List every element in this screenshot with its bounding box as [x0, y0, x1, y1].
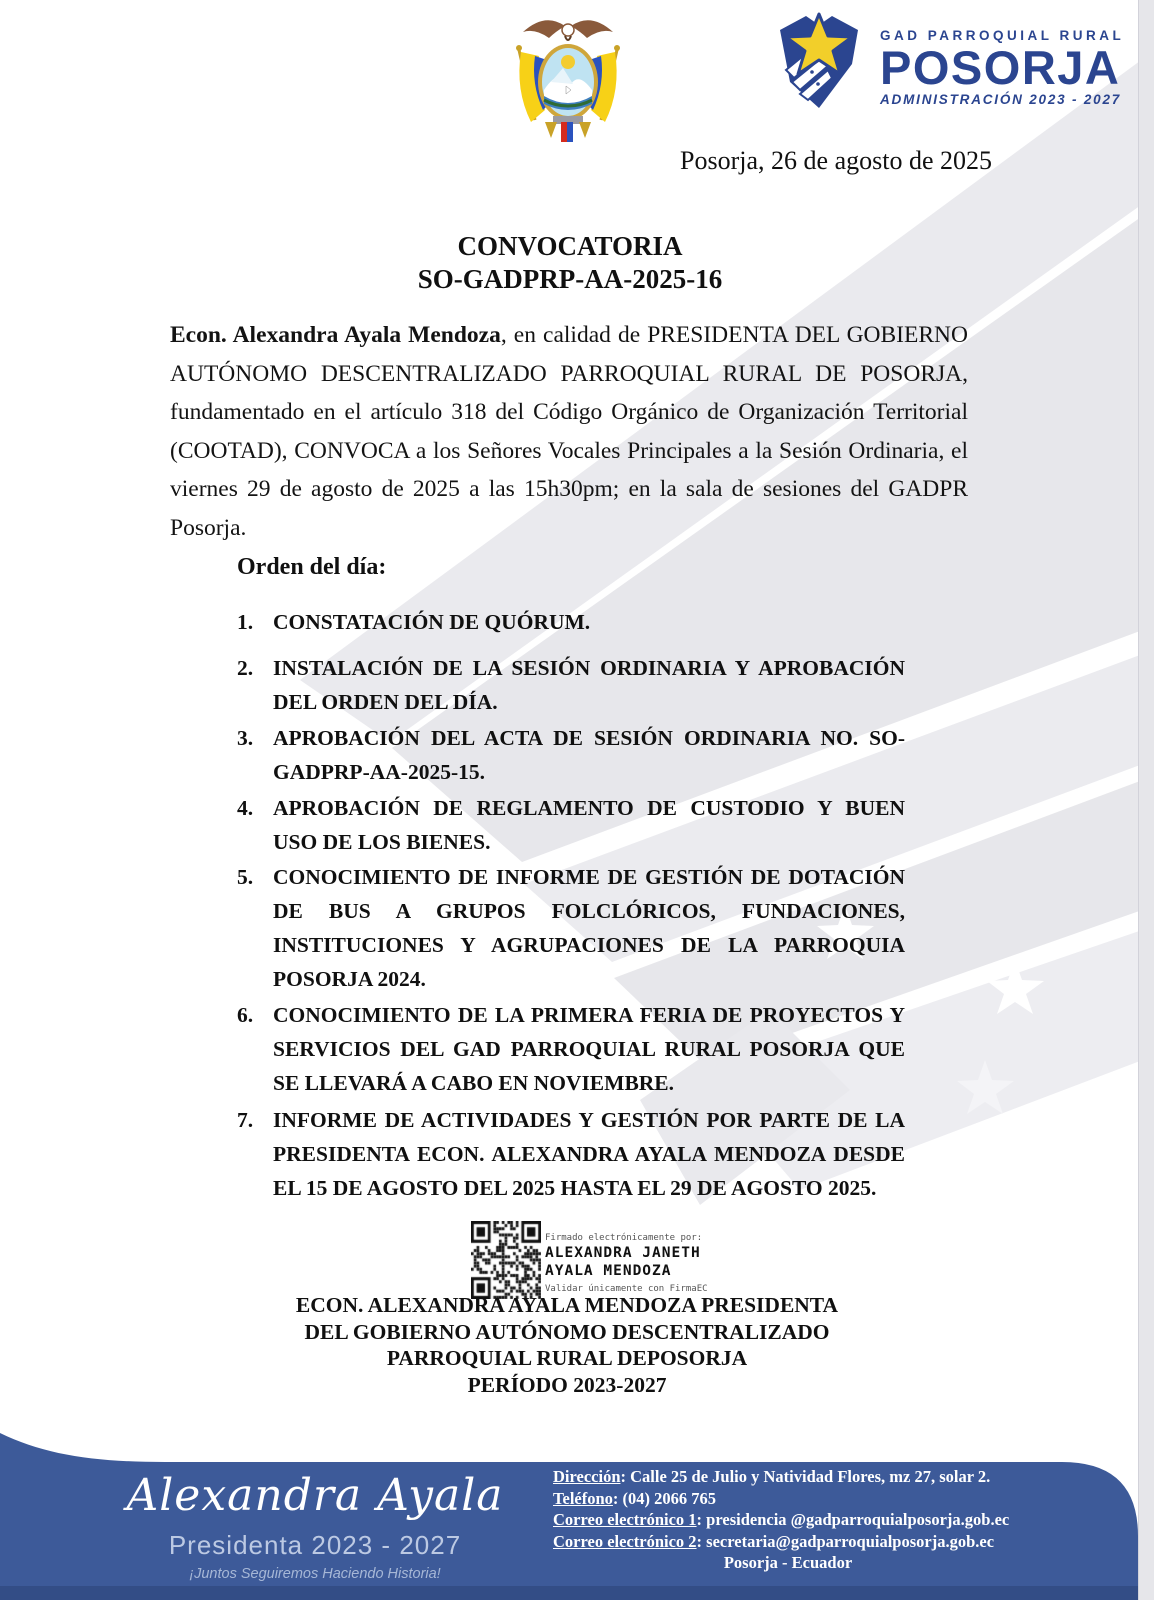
contact-address-value: : Calle 25 de Julio y Natividad Flores, mz 27, solar 2. [620, 1467, 991, 1486]
contact-email2-label: Correo electrónico 2 [553, 1531, 697, 1551]
contact-phone [553, 1488, 1023, 1510]
signed-electronically-label: Firmado electrónicamente por: [545, 1233, 703, 1243]
title-line2: SO-GADPRP-AA-2025-16 [417, 264, 723, 294]
agenda-item-number: 6. [237, 1003, 254, 1027]
agenda-item-text: INSTALACIÓN DE LA SESIÓN ORDINARIA Y APROBACIÓN DEL ORDEN DEL DÍA. [273, 656, 905, 714]
contact-location: Posorja - Ecuador [723, 1553, 853, 1572]
signature-line1: ECON. ALEXANDRA AYALA MENDOZA PRESIDENTA [295, 1293, 839, 1317]
agenda-heading: Orden del día: [237, 554, 387, 580]
validate-firmaec-label: Validar únicamente con FirmaEC [545, 1284, 708, 1294]
signature-block [167, 1292, 967, 1398]
agenda-item-text: CONOCIMIENTO DE LA PRIMERA FERIA DE PROYECTOS Y SERVICIOS DEL GAD PARROQUIAL RURAL POSORJA QUE SE LLEVARÁ A CABO EN NOVIEMBRE. [273, 1003, 905, 1095]
logo-administration: ADMINISTRACIÓN 2023 - 2027 [880, 92, 1122, 108]
agenda-item-3 [237, 721, 905, 789]
contact-email1-value: : presidencia @gadparroquialposorja.gob.ec [696, 1510, 1010, 1529]
agenda-item-text: CONOCIMIENTO DE INFORME DE GESTIÓN DE DOTACIÓN DE BUS A GRUPOS FOLCLÓRICOS, FUNDACIONES, INSTITUCIONES Y AGRUPACIONES DE LA PARROQUIA POSORJA 2024. [273, 865, 905, 991]
document-title [170, 230, 970, 296]
intro-paragraph [170, 316, 968, 548]
intro-text: , en calidad de PRESIDENTA DEL GOBIERNO AUTÓNOMO DESCENTRALIZADO PARROQUIAL RURAL DE POSORJA, fundamentado en el artículo 318 del Código Orgánico de Organización Territorial (COOTAD), CONVOCA a los Señores Vocales Principales a la Sesión Ordinaria, el viernes 29 de agosto de 2025 a las 15h30pm; en la sala de sesiones del GADPR Posorja. [170, 322, 968, 541]
signer-name-line1: ALEXANDRA JANETH [545, 1245, 701, 1261]
agenda-item-text: APROBACIÓN DE REGLAMENTO DE CUSTODIO Y BUEN USO DE LOS BIENES. [273, 796, 905, 854]
signer-name-line2: AYALA MENDOZA [545, 1263, 672, 1279]
document-date: Posorja, 26 de agosto de 2025 [680, 146, 992, 175]
agenda-item-text: INFORME DE ACTIVIDADES Y GESTIÓN POR PARTE DE LA PRESIDENTA ECON. ALEXANDRA AYALA MENDOZA DESDE EL 15 DE AGOSTO DEL 2025 HASTA EL 29 DE AGOSTO 2025. [273, 1108, 905, 1200]
intro-signer-name: Econ. Alexandra Ayala Mendoza [170, 322, 501, 348]
agenda-item-text: CONSTATACIÓN DE QUÓRUM. [273, 610, 591, 634]
posorja-logo [766, 8, 1124, 116]
signature-line3: PARROQUIAL RURAL DEPOSORJA [386, 1346, 748, 1370]
contact-address [553, 1466, 1023, 1488]
contact-address-label: Dirección [553, 1467, 621, 1486]
agenda-item-number: 2. [237, 656, 254, 680]
signature-line2: DEL GOBIERNO AUTÓNOMO DESCENTRALIZADO [304, 1319, 830, 1344]
agenda-item-7 [237, 1103, 905, 1205]
contact-phone-value: : (04) 2066 765 [612, 1488, 717, 1508]
agenda-item-1 [237, 605, 905, 639]
agenda-item-number: 4. [237, 796, 254, 820]
contact-email-2 [553, 1531, 1023, 1553]
posorja-shield-icon [766, 8, 872, 116]
footer-presidenta-period: Presidenta 2023 - 2027 [168, 1530, 462, 1560]
footer-contact-block [553, 1466, 1023, 1574]
footer-slogan: ¡Juntos Seguiremos Haciendo Historia! [189, 1566, 441, 1582]
page-edge-shadow [1138, 0, 1154, 1600]
contact-email-1 [553, 1509, 1023, 1531]
signature-line4: PERÍODO 2023-2027 [467, 1372, 667, 1397]
footer-signature-script: Alexandra Ayala [126, 1470, 504, 1521]
contact-email1-label: Correo electrónico 1 [553, 1510, 697, 1529]
agenda-item-4 [237, 791, 905, 859]
logo-tagline: GAD PARROQUIAL RURAL [880, 28, 1125, 43]
agenda-item-2 [237, 651, 905, 719]
digital-signature-caption [545, 1233, 708, 1295]
agenda-item-number: 7. [237, 1108, 254, 1132]
title-line1: CONVOCATORIA [457, 231, 683, 261]
contact-phone-label: Teléfono [553, 1488, 613, 1508]
agenda-item-number: 1. [237, 610, 254, 634]
agenda-item-text: APROBACIÓN DEL ACTA DE SESIÓN ORDINARIA NO. SO-GADPRP-AA-2025-15. [273, 726, 905, 784]
agenda-item-number: 3. [237, 726, 254, 750]
ecuador-coat-of-arms [505, 10, 631, 146]
contact-email2-value: : secretaria@gadparroquialposorja.gob.ec [696, 1531, 995, 1551]
agenda-item-number: 5. [237, 865, 254, 889]
logo-name: POSORJA [880, 41, 1121, 94]
agenda-item-6 [237, 998, 905, 1100]
footer [0, 1428, 1154, 1600]
agenda-item-5 [237, 860, 905, 996]
